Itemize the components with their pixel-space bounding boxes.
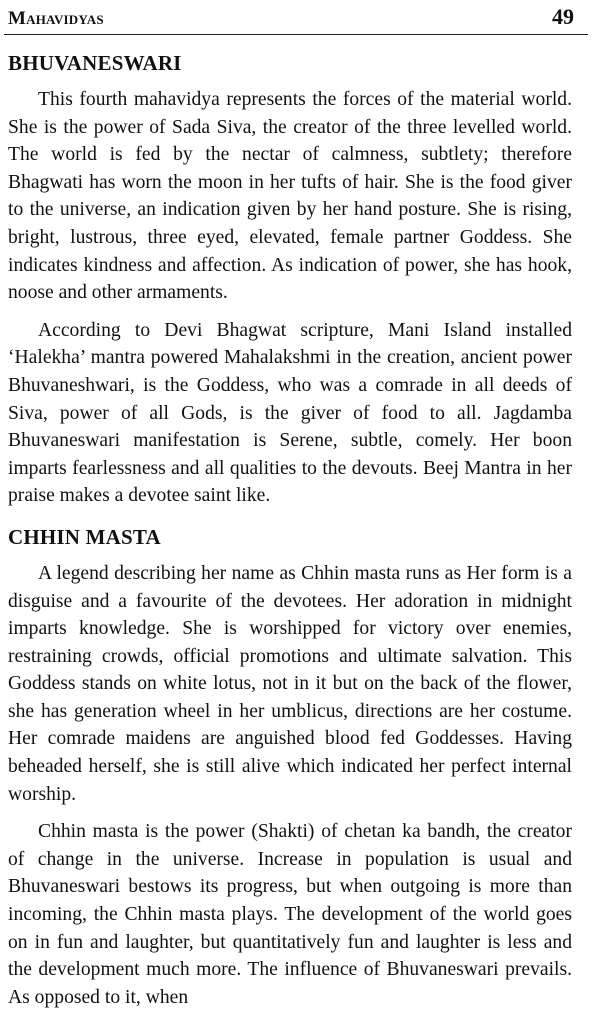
page-body — [8, 48, 572, 1021]
section-heading-bhuvaneswari: BHUVANESWARI — [8, 51, 182, 75]
book-title: Mahavidyas — [8, 8, 104, 29]
paragraph: According to Devi Bhagwat scripture, Mani Island installed ‘Halekha’ mantra powered Mahalakshmi in the creation, ancient power Bhuvaneshwari, is the Goddess, who was a comrade in all deeds of Siva, power of all Gods, is the giver of food to all. Jagdamba Bhuvaneswari manifestation is Serene, subtle, comely. Her boon imparts fearlessness and all qualities to the devouts. Beej Mantra in her praise makes a devotee saint like. — [8, 319, 572, 507]
running-head — [8, 4, 574, 30]
section-heading-chhin-masta: CHHIN MASTA — [8, 524, 161, 549]
page-number: 49 — [552, 4, 574, 29]
paragraph: A legend describing her name as Chhin masta runs as Her form is a disguise and a favourite of the devotees. Her adoration in midnight imparts knowledge. She is worshipped for victory over enemies, restraining crowds, official promotions and ultimate salvation. This Goddess stands on white lotus, not in it but on the back of the flower, she has generation wheel in her umblicus, directions are her costume. Her comrade maidens are anguished blood fed Goddesses. Having beheaded herself, she is still alive which indicated her perfect internal worship. — [8, 562, 572, 805]
paragraph: This fourth mahavidya represents the forces of the material world. She is the power of Sada Siva, the creator of the three levelled world. The world is fed by the nectar of calmness, subtlety; therefore Bhagwati has worn the moon in her tufts of hair. She is the food giver to the universe, an indication given by her hand posture. She is rising, bright, lustrous, three eyed, elevated, female partner Goddess. She indicates kindness and affection. As indication of power, she has hook, noose and other armaments. — [8, 89, 572, 304]
paragraph: Chhin masta is the power (Shakti) of chetan ka bandh, the creator of change in the universe. Increase in population is usual and Bhuvaneswari bestows its progress, but when outgoing is more than incoming, the Chhin masta plays. The development of the world goes on in fun and laughter, but quantitatively fun and laughter is less and the development much more. The influence of Bhuvaneswari prevails. As opposed to it, when — [8, 821, 572, 1008]
header-rule — [4, 34, 588, 35]
